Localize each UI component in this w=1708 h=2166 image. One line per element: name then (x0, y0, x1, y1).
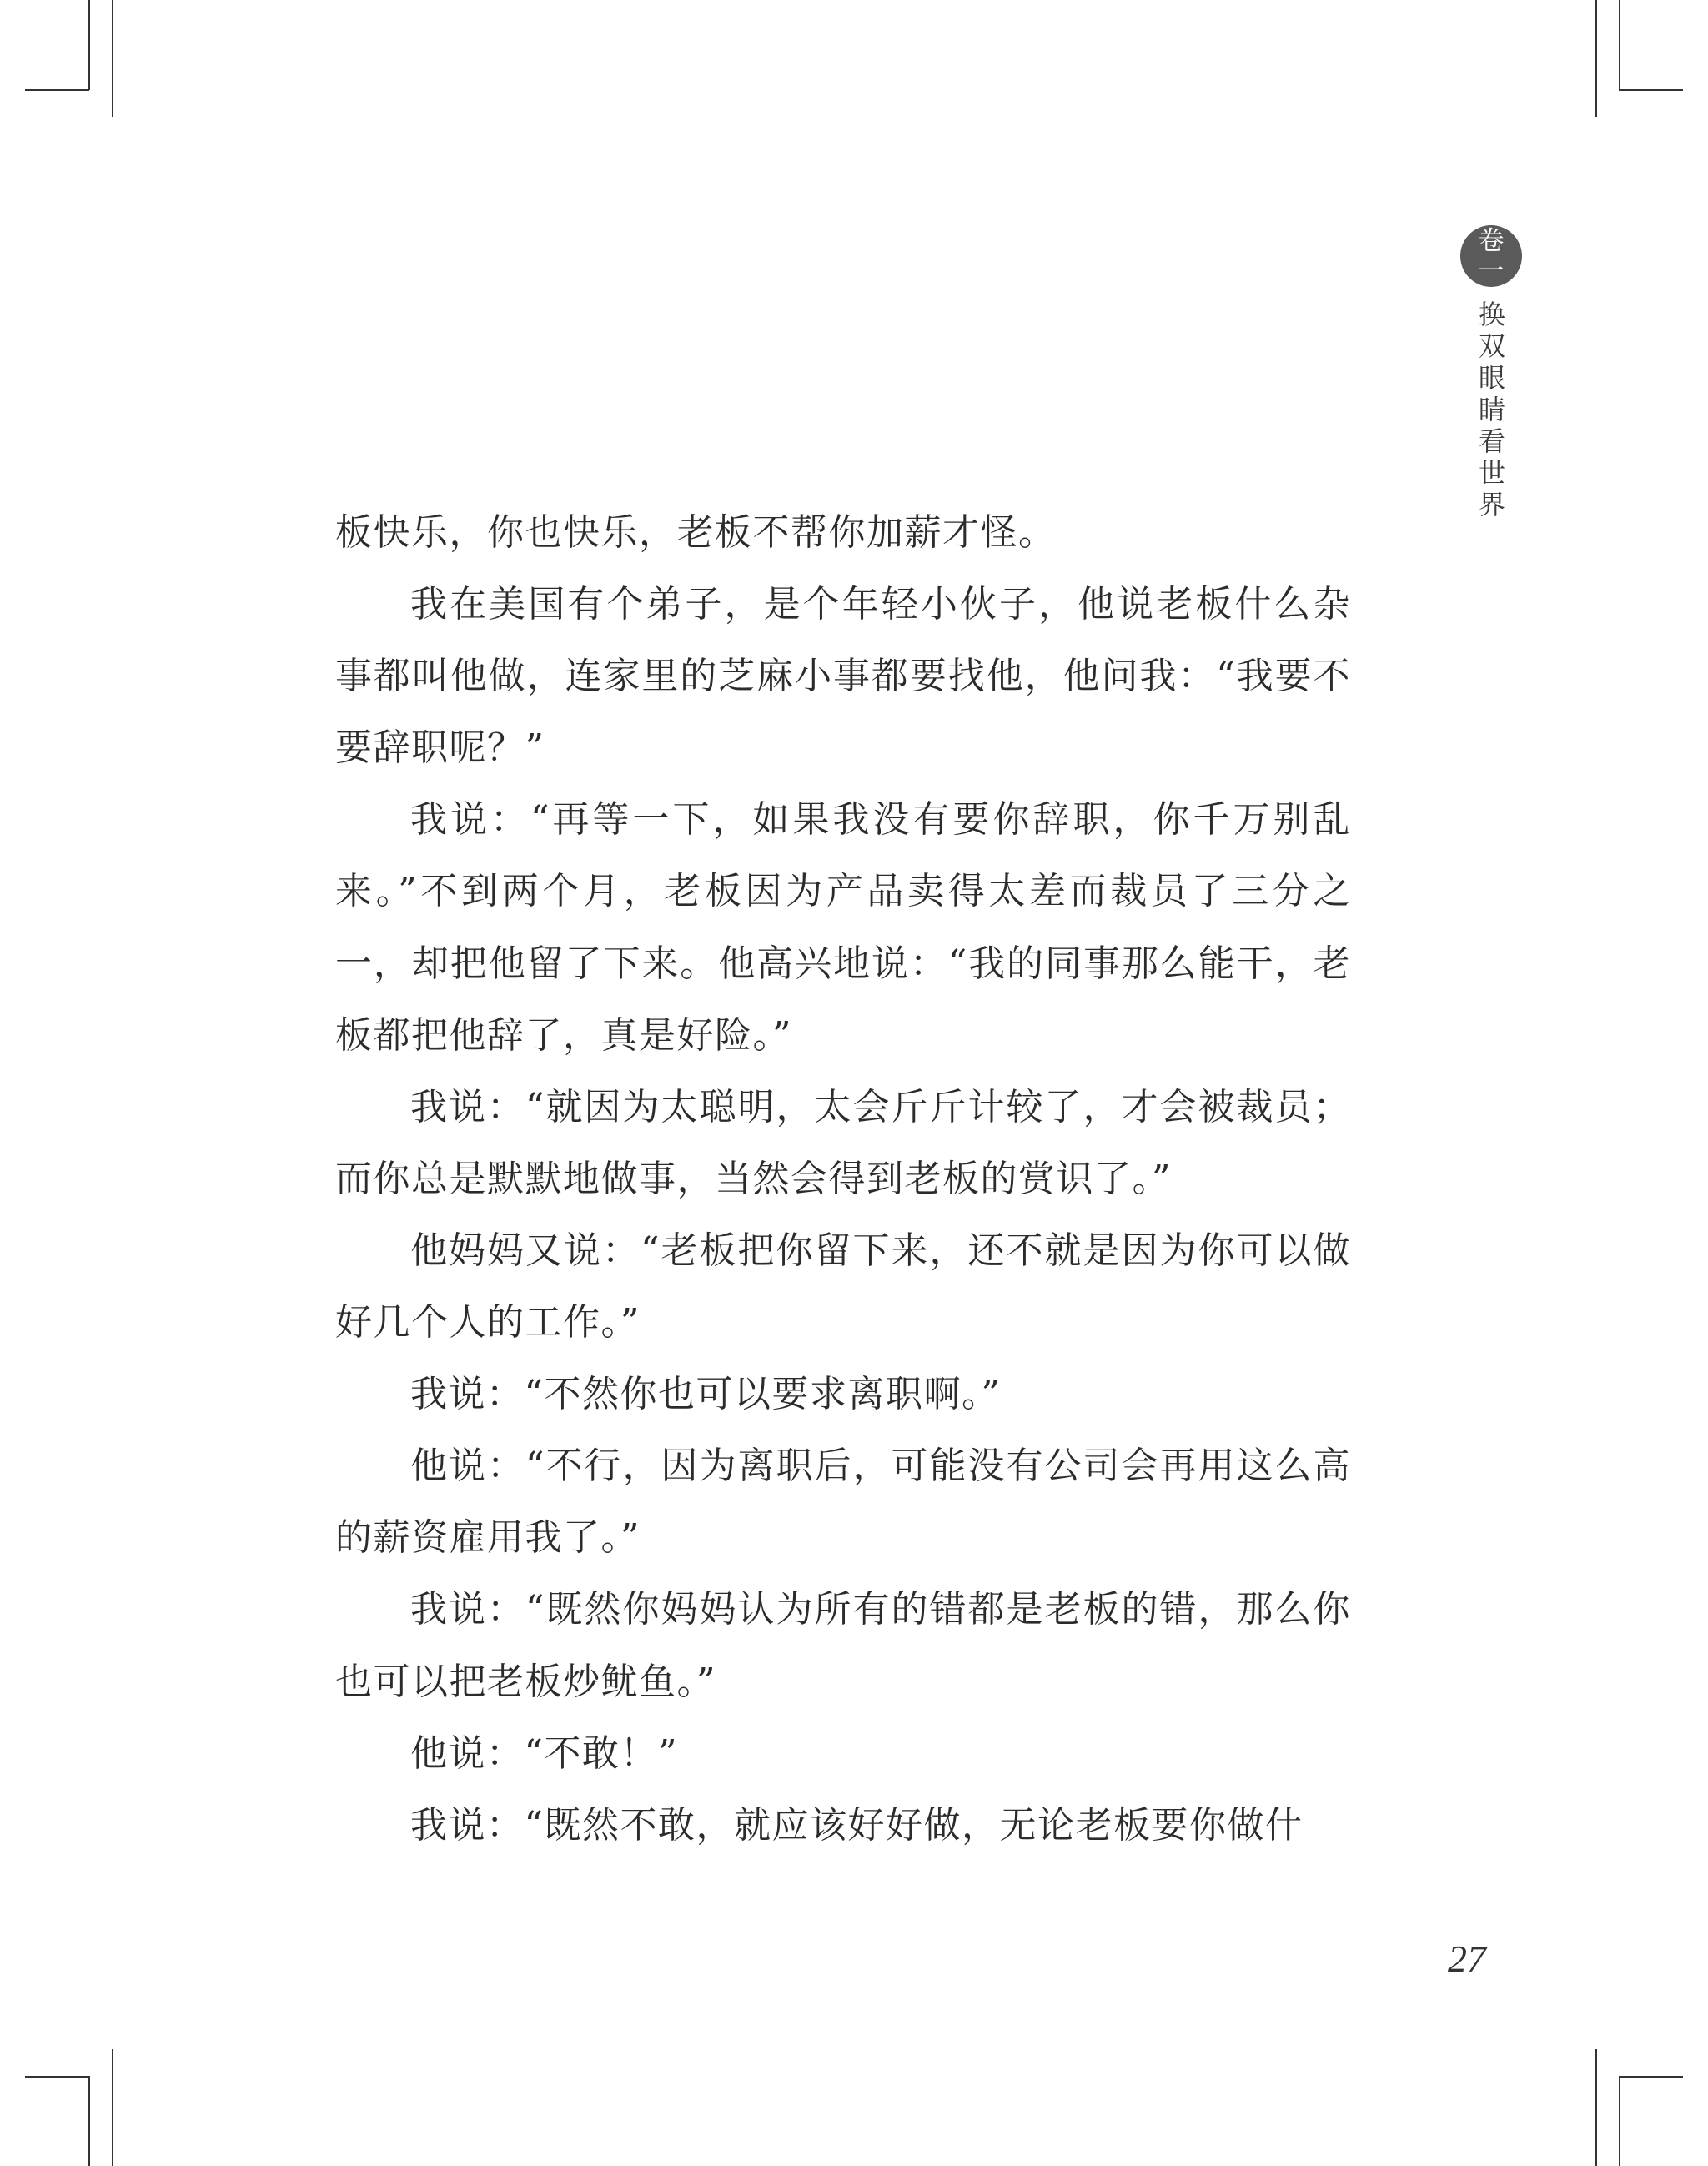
volume-badge-char: 卷 (1478, 226, 1505, 256)
paragraph: 我说：“再等一下，如果我没有要你辞职，你千万别乱来。”不到两个月，老板因为产品卖得太差而裁员了三分之一，却把他留了下来。他高兴地说：“我的同事那么能干，老板都把他辞了，真是好险。” (335, 798, 1351, 1057)
crop-mark (1619, 2076, 1620, 2166)
crop-mark (1619, 0, 1620, 90)
crop-mark (1619, 89, 1683, 91)
paragraph: 我说：“既然不敢，就应该好好做，无论老板要你做什 (410, 1803, 1304, 1847)
crop-mark (1595, 2049, 1597, 2166)
chapter-title-vertical: 换双眼睛看世界 (1478, 299, 1505, 520)
paragraph: 我说：“就因为太聪明，太会斤斤计较了，才会被裁员；而你总是默默地做事，当然会得到老板的赏识了。” (335, 1085, 1351, 1200)
crop-mark (25, 89, 89, 91)
crop-mark (112, 0, 113, 117)
paragraph: 他说：“不行，因为离职后，可能没有公司会再用这么高的薪资雇用我了。” (335, 1445, 1351, 1560)
page-number: 27 (1448, 1937, 1486, 1980)
crop-mark (88, 2076, 90, 2166)
paragraph: 我在美国有个弟子，是个年轻小伙子，他说老板什么杂事都叫他做，连家里的芝麻小事都要找他，他问我：“我要不要辞职呢？” (335, 583, 1351, 770)
crop-mark (25, 2076, 89, 2078)
crop-mark (1619, 2076, 1683, 2078)
volume-badge (1460, 225, 1522, 287)
paragraph: 我说：“不然你也可以要求离职啊。” (410, 1373, 1002, 1416)
body-text (335, 497, 1351, 1862)
volume-badge-char: 一 (1478, 256, 1505, 286)
crop-mark (1595, 0, 1597, 117)
paragraph: 板快乐，你也快乐，老板不帮你加薪才怪。 (335, 511, 1057, 554)
paragraph: 他妈妈又说：“老板把你留下来，还不就是因为你可以做好几个人的工作。” (335, 1229, 1351, 1344)
crop-mark (88, 0, 90, 90)
paragraph: 他说：“不敢！” (410, 1731, 678, 1775)
crop-mark (112, 2049, 113, 2166)
paragraph: 我说：“既然你妈妈认为所有的错都是老板的错，那么你也可以把老板炒鱿鱼。” (335, 1588, 1351, 1703)
